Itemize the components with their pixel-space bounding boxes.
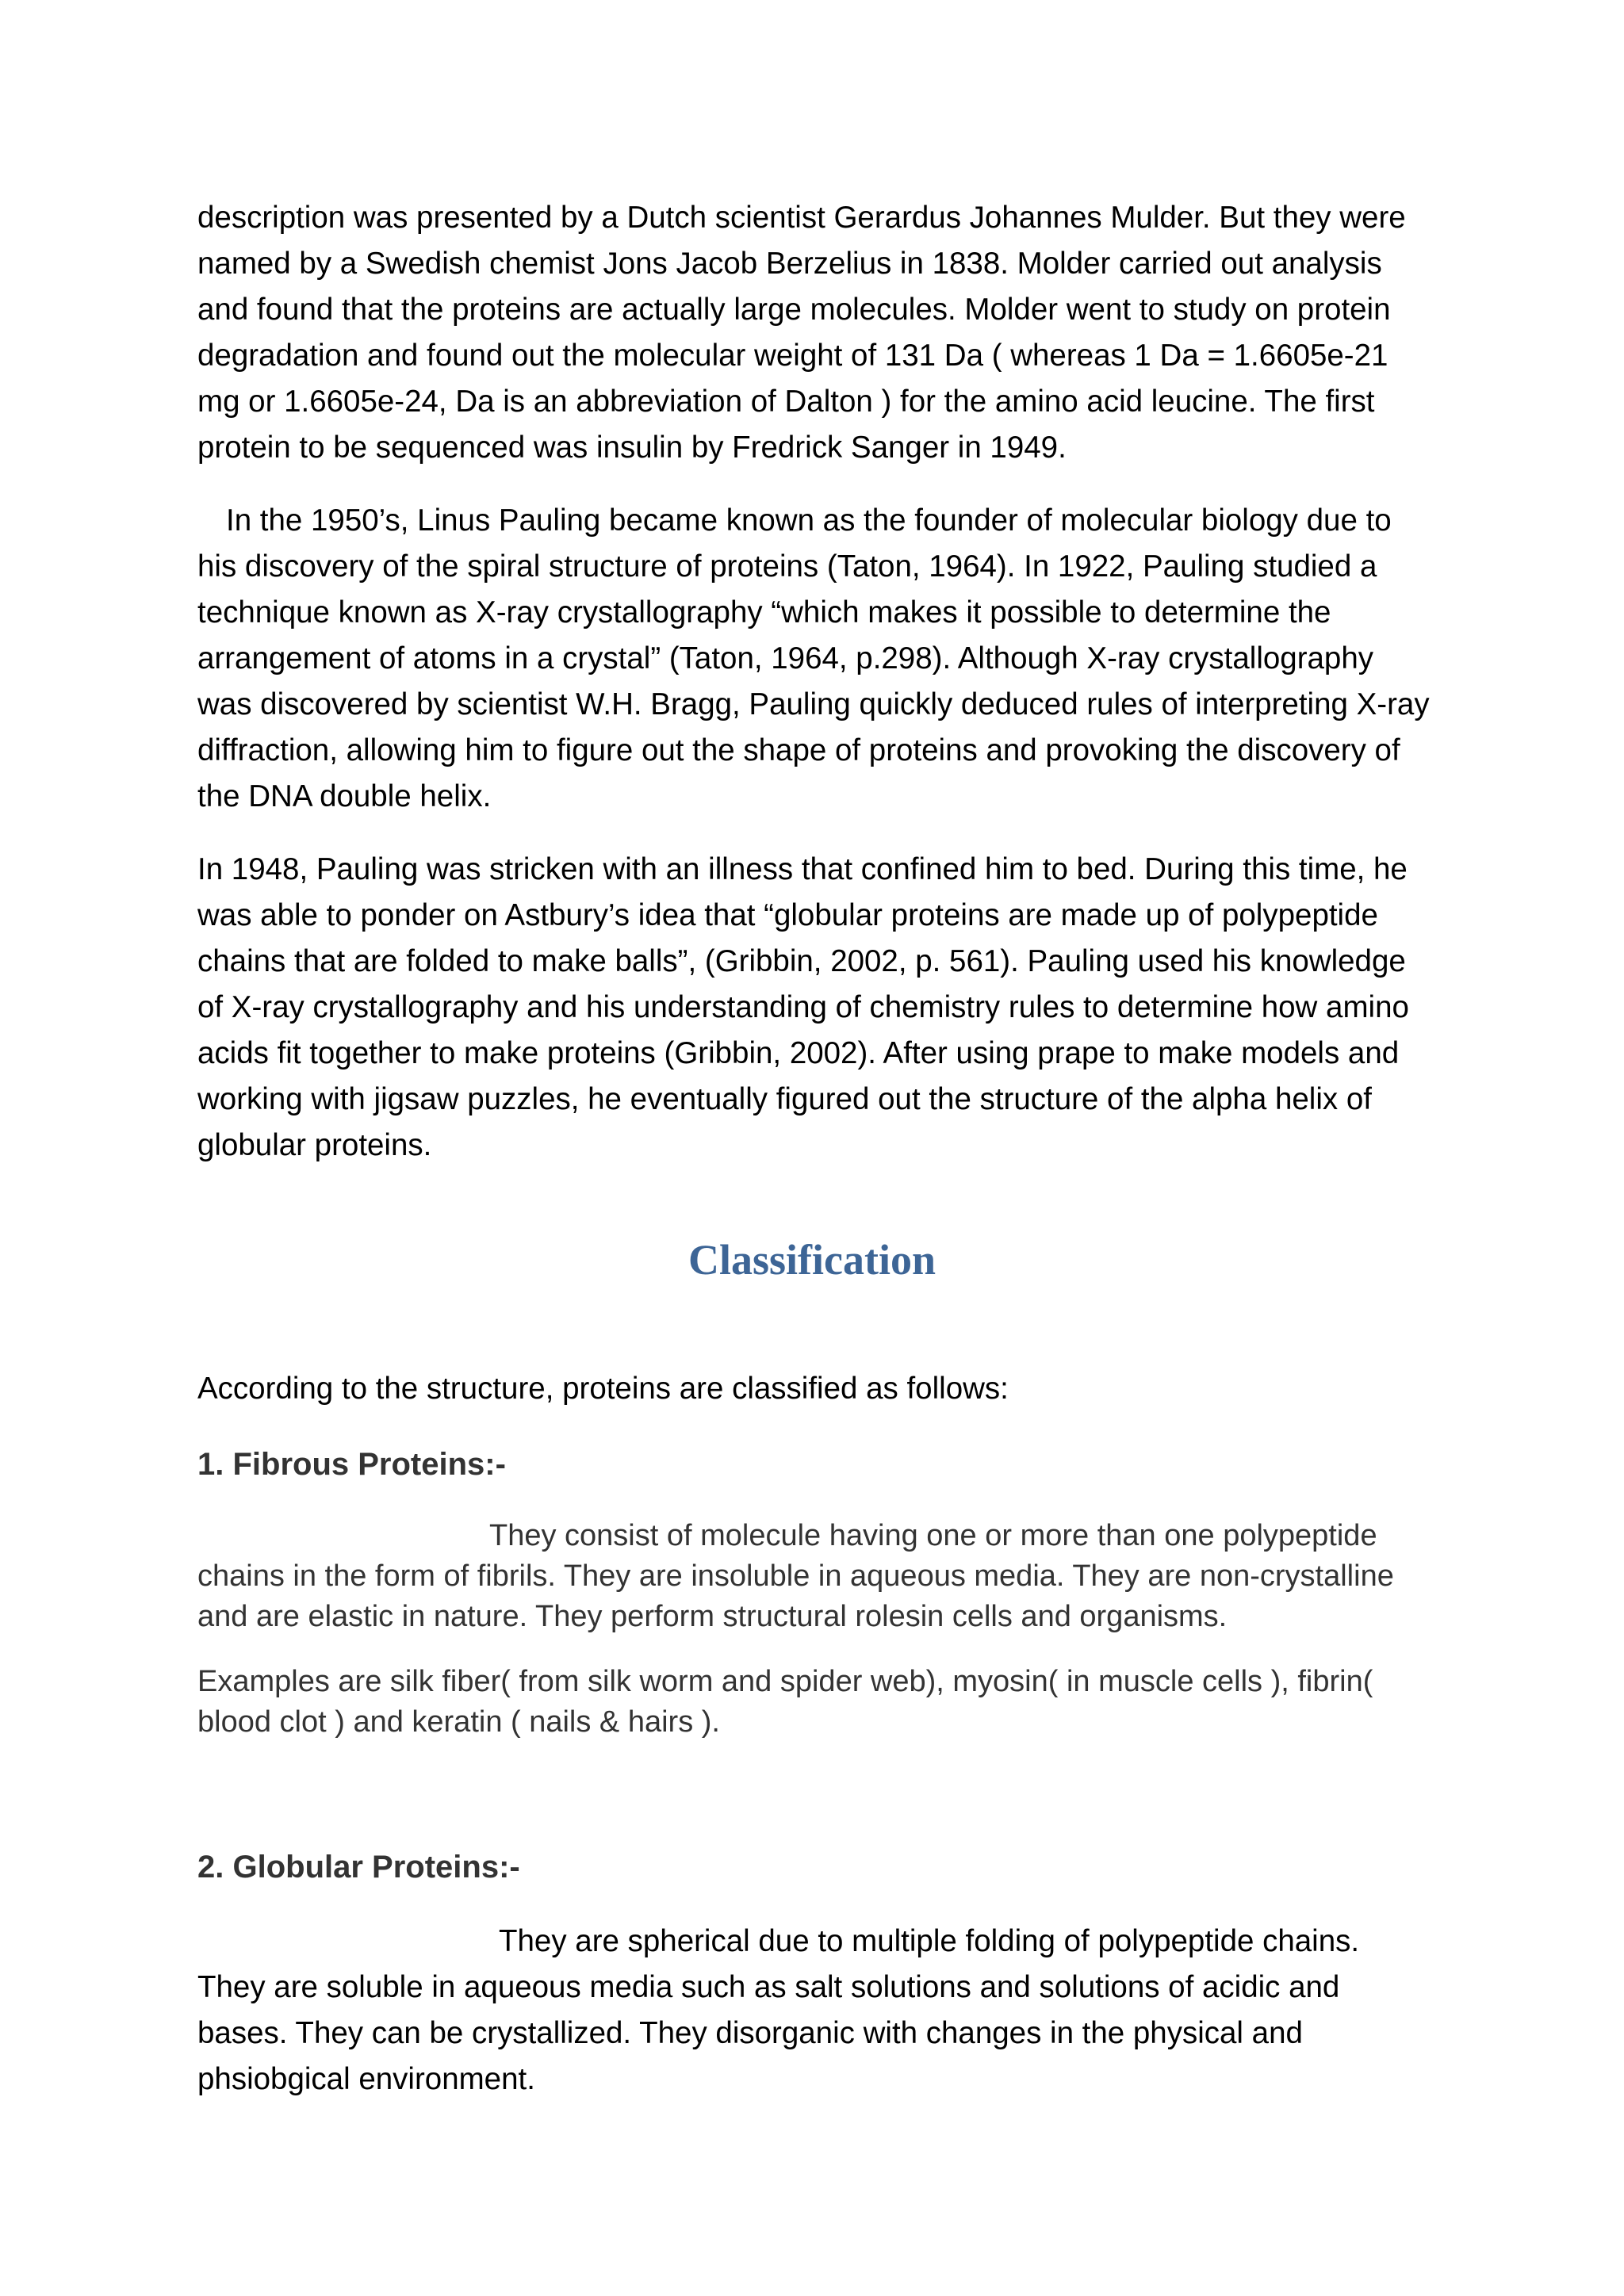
paragraph-history-mulder: description was presented by a Dutch scientist Gerardus Johannes Mulder. But they were named by a Swedish chemist Jons Jacob Berzelius in 1838. Molder carried out analysis and found that the proteins are actually large molecules. Molder went to study on protein degradation and found out the molecular weight of 131 Da ( whereas 1 Da = 1.6605e-21 mg or 1.6605e-24, Da is an abbreviation of Dalton ) for the amino acid leucine. The first protein to be sequenced was insulin by Fredrick Sanger in 1949. (197, 201, 1406, 465)
fibrous-proteins-heading: 1. Fibrous Proteins:- (197, 1447, 506, 1482)
globular-proteins-heading: 2. Globular Proteins:- (197, 1850, 520, 1885)
section-heading-classification: Classification (688, 1236, 936, 1284)
classification-intro: According to the structure, proteins are classified as follows: (197, 1372, 1009, 1406)
paragraph-pauling-1950s: In the 1950’s, Linus Pauling became known as the founder of molecular biology due to his discovery of the spiral structure of proteins (Taton, 1964). In 1922, Pauling studied a technique known as X-ray crystallography “which makes it possible to determine the arrangement of atoms in a crystal” (Taton, 1964, p.298). Although X-ray crystallography was discovered by scientist W.H. Bragg, Pauling quickly deduced rules of interpreting X-ray diffraction, allowing him to figure out the shape of proteins and provoking the discovery of the DNA double helix. (197, 503, 1430, 813)
globular-proteins-description: They are spherical due to multiple folding of polypeptide chains. They are soluble in aqueous media such as salt solutions and solutions of acidic and bases. They can be crystallized. They disorganic with changes in the physical and phsiobgical environment. (197, 1924, 1360, 2096)
fibrous-proteins-examples: Examples are silk fiber( from silk worm and spider web), myosin( in muscle cells ), fibrin( blood clot ) and keratin ( nails & hairs ). (197, 1665, 1373, 1739)
fibrous-proteins-description: They consist of molecule having one or more than one polypeptide chains in the form of fibrils. They are insoluble in aqueous media. They are non-crystalline and are elastic in nature. They perform structural rolesin cells and organisms. (197, 1519, 1394, 1633)
paragraph-pauling-1948: In 1948, Pauling was stricken with an illness that confined him to bed. During this time, he was able to ponder on Astbury’s idea that “globular proteins are made up of polypeptide chains that are folded to make balls”, (Gribbin, 2002, p. 561). Pauling used his knowledge of X-ray crystallography and his understanding of chemistry rules to determine how amino acids fit together to make proteins (Gribbin, 2002). After using prape to make models and working with jigsaw puzzles, he eventually figured out the structure of the alpha helix of globular proteins. (197, 852, 1409, 1162)
